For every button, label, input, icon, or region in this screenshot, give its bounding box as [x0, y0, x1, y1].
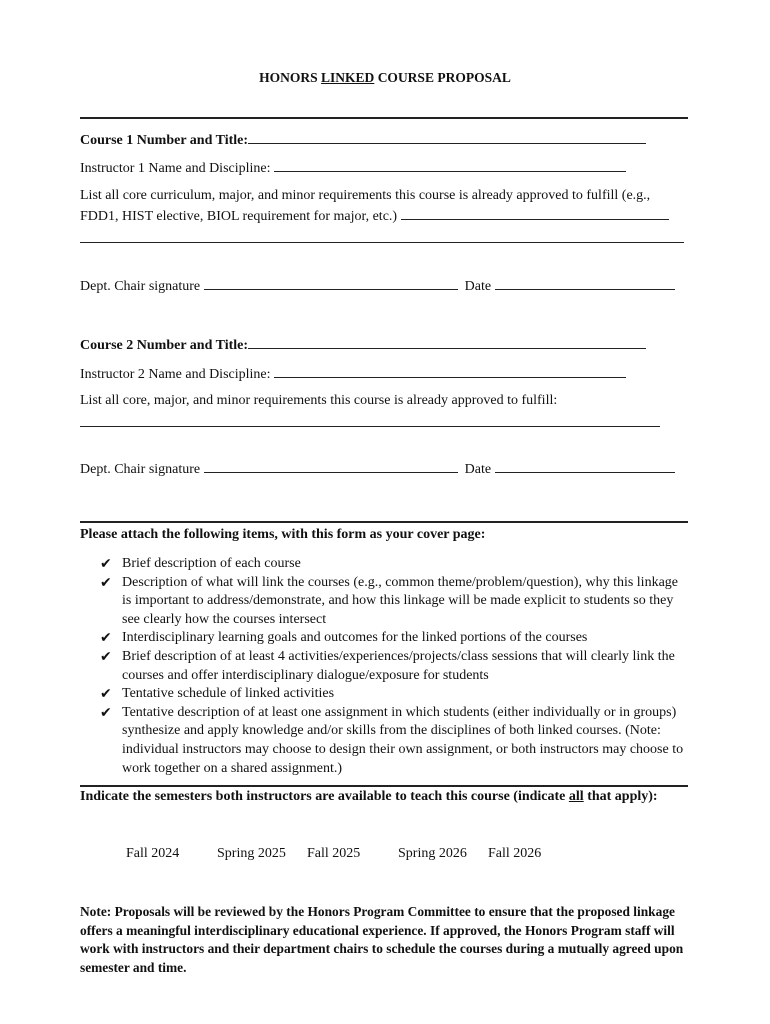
attach-divider [80, 521, 688, 523]
semester-option-fall-2025[interactable]: Fall 2025 [307, 846, 361, 861]
title-underlined-word: LINKED [321, 70, 375, 85]
semester-option-fall-2024[interactable]: Fall 2024 [126, 846, 180, 861]
page-title [0, 70, 770, 86]
course1-instructor-row [80, 159, 626, 177]
course1-requirements-row [80, 207, 669, 225]
semester-option-spring-2026[interactable]: Spring 2026 [398, 846, 467, 861]
course1-number-title-field[interactable] [248, 131, 646, 144]
course2-instructor-row [80, 365, 626, 383]
course2-requirements-field[interactable] [80, 426, 660, 427]
course2-number-title-row [80, 336, 646, 354]
checkmark-icon: ✔ [100, 704, 112, 721]
list-item [100, 574, 690, 630]
course2-date-field[interactable] [495, 460, 675, 473]
semesters-heading-underlined: all [568, 789, 584, 804]
checkmark-icon: ✔ [100, 686, 112, 703]
semesters-heading [80, 789, 658, 805]
course2-requirements-line1: List all core, major, and minor requirements this course is already approved to fulfill: [80, 393, 558, 408]
course2-chair-signature-field[interactable] [204, 460, 458, 473]
course1-chair-signature-field[interactable] [204, 277, 458, 290]
attach-checklist [100, 555, 690, 778]
course1-date-label: Date [464, 279, 492, 294]
attach-heading: Please attach the following items, with this form as your cover page: [80, 527, 486, 542]
course1-number-title-label: Course 1 Number and Title: [80, 133, 249, 148]
list-item-text: Brief description of each course [122, 556, 301, 571]
course1-number-title-row [80, 131, 646, 149]
course2-number-title-field[interactable] [248, 336, 646, 349]
semesters-divider [80, 785, 688, 787]
course1-requirements-extra-line[interactable] [80, 242, 684, 243]
list-item [100, 704, 690, 778]
title-prefix: HONORS [259, 70, 322, 85]
list-item [100, 629, 690, 648]
list-item-text: Description of what will link the courses (e.g., common theme/problem/question), why this linkage is important to address/demonstrate, and how this linkage will be made explicit to students so they see clearly how the courses intersect [122, 574, 679, 627]
checkmark-icon: ✔ [100, 648, 112, 665]
semester-option-spring-2025[interactable]: Spring 2025 [217, 846, 286, 861]
course1-requirements-line2: FDD1, HIST elective, BIOL requirement for major, etc.) [80, 209, 398, 224]
course1-requirements-field[interactable] [401, 207, 669, 220]
checkmark-icon: ✔ [100, 574, 112, 591]
list-item-text: Brief description of at least 4 activities/experiences/projects/class sessions that will clearly link the courses and offer interdisciplinary dialogue/exposure for students [122, 648, 675, 683]
list-item-text: Tentative description of at least one assignment in which students (either individually or in groups) synthesize and apply knowledge and/or skills from the disciplines of both linked courses. (Note: individual instructors may choose to design their own assignment, or both instructors may choose to work together on a shared assignment.) [122, 704, 684, 776]
list-item [100, 685, 690, 704]
course2-instructor-label: Instructor 2 Name and Discipline: [80, 367, 271, 382]
semesters-heading-suffix: that apply): [583, 789, 658, 804]
course1-instructor-field[interactable] [274, 159, 626, 172]
title-suffix: COURSE PROPOSAL [374, 70, 511, 85]
course2-date-label: Date [464, 462, 492, 477]
course1-chair-row [80, 277, 675, 295]
top-divider [80, 117, 688, 119]
review-note: Note: Proposals will be reviewed by the Honors Program Committee to ensure that the proposed linkage offers a meaningful interdisciplinary educational experience. If approved, the Honors Program staff will work with instructors and their department chairs to schedule the courses during a mutually agreed upon semester and time. [80, 904, 684, 976]
list-item-text: Tentative schedule of linked activities [122, 686, 335, 702]
course1-date-field[interactable] [495, 277, 675, 290]
checkmark-icon: ✔ [100, 556, 112, 572]
course2-number-title-label: Course 2 Number and Title: [80, 338, 249, 353]
course1-instructor-label: Instructor 1 Name and Discipline: [80, 161, 271, 176]
semester-option-fall-2026[interactable]: Fall 2026 [488, 846, 542, 861]
semesters-heading-prefix: Indicate the semesters both instructors are available to teach this course (indicate [80, 789, 569, 804]
list-item [100, 648, 690, 685]
course2-chair-label: Dept. Chair signature [80, 462, 201, 477]
course2-instructor-field[interactable] [274, 365, 626, 378]
list-item-text: Interdisciplinary learning goals and outcomes for the linked portions of the courses [122, 630, 588, 646]
checkmark-icon: ✔ [100, 630, 112, 647]
course1-chair-label: Dept. Chair signature [80, 279, 201, 294]
course1-requirements-line1: List all core curriculum, major, and minor requirements this course is already approved to fulfill (e.g., [80, 188, 651, 203]
course2-chair-row [80, 460, 675, 478]
list-item [100, 555, 690, 574]
